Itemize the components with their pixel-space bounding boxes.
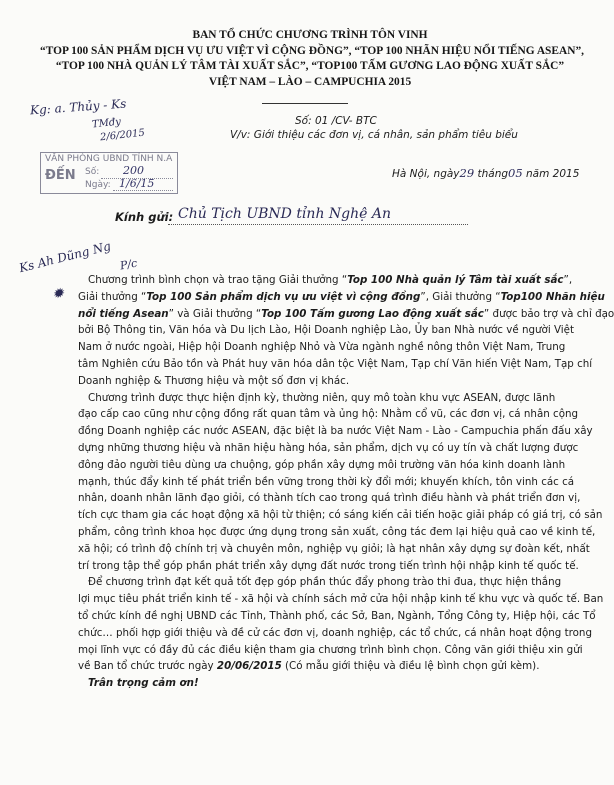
body-line: Chương trình bình chọn và trao tặng Giải thưởng “Top 100 Nhà quản lý Tâm tài xuất sắc”, (88, 274, 573, 286)
stamp-number-label: Số: (85, 167, 100, 177)
body-line: dựng những thương hiệu và nhãn hiệu hàng hóa, sản phẩm, dịch vụ có uy tín và chất lượng được (78, 441, 579, 454)
stamp-date-line (113, 190, 173, 191)
body-line: tích cực tham gia các hoạt động xã hội từ thiện; có sáng kiến cải tiến hoặc giải pháp có giá trị, có sản (78, 509, 603, 522)
body-line: bởi Bộ Thông tin, Văn hóa và Du lịch Lào, Hội Doanh nghiệp Lào, Ủy ban Nhà nước về người Việt (78, 324, 575, 337)
header-divider (262, 103, 348, 104)
body-line: đạo cấp cao cũng như cộng đồng rất quan tâm và ủng hộ: Nhằm cổ vũ, các đơn vị, cá nhân cộng (78, 408, 579, 421)
body-line: tâm Nghiên cứu Bảo tồn và Phát huy văn hóa dân tộc Việt Nam, Tạp chí Văn hiến Việt Nam, Tạp chí (78, 357, 593, 370)
body-line: mọi lĩnh vực có đầy đủ các điều kiện tham gia chương trình bình chọn. Công văn giới thiệu xin gửi (78, 643, 583, 656)
handwritten-note-forward: Ks Ah Dũng Ng (17, 238, 113, 276)
body-line: phẩm, công trình khoa học được ứng dụng trong sản xuất, công tác đem lại hiệu quả cao về kinh tế, (78, 525, 596, 538)
header-awards-2: “TOP 100 NHÀ QUẢN LÝ TÂM TÀI XUẤT SẮC”, “TOP100 TẤM GƯƠNG LAO ĐỘNG XUẤT SẮC” (55, 60, 565, 72)
kinh-gui-recipient: Chủ Tịch UBND tỉnh Nghệ An (178, 206, 392, 222)
body-line: nhân, doanh nhân lãnh đạo giỏi, có thành tích cao trong quá trình điều hành và phát triển đơn vị, (78, 492, 581, 505)
body-line: Nam ở nước ngoài, Hiệp hội Doanh nghiệp Nhỏ và Vừa ngành nghề nông thôn Việt Nam, Trung (78, 341, 566, 354)
stamp-office: VĂN PHÒNG UBND TỈNH N.A (45, 154, 173, 164)
handwritten-note-date: 2/6/2015 (99, 127, 146, 144)
stamp-date-label: Ngày: (85, 180, 111, 190)
handwritten-scribble: ✹ (52, 286, 64, 302)
body-line: Doanh nghiệp & Thương hiệu và một số đơn vị khác. (78, 374, 350, 387)
stamp-den: ĐẾN (45, 168, 76, 183)
body-line: về Ban tổ chức trước ngày 20/06/2015 (Có mẫu giới thiệu và điều lệ bình chọn gửi kèm). (78, 660, 540, 673)
body-line: xã hội; có trình độ chính trị và chuyên môn, nghiệp vụ giỏi; là hạt nhân xây dựng sự đoàn kết, nhất (78, 542, 590, 555)
body-line: Để chương trình đạt kết quả tốt đẹp góp phần thúc đẩy phong trào thi đua, thực hiện thắng (88, 576, 562, 589)
handwritten-note-tm: TMđy (91, 116, 122, 131)
handwritten-note-assign: Kg: a. Thủy - Ks (29, 96, 127, 118)
date-year: năm 2015 (526, 168, 580, 180)
received-stamp (40, 152, 178, 194)
date-day: 29 (459, 166, 475, 180)
body-line: đông đảo người tiêu dùng ưa chuộng, góp phần xây dựng môi trường văn hóa kinh doanh lành (78, 458, 566, 471)
stamp-date-value: 1/6/15 (119, 177, 155, 190)
date-month: 05 (508, 166, 523, 180)
body-line: Chương trình được thực hiện định kỳ, thường niên, quy mô toàn khu vực ASEAN, được lãnh (88, 391, 556, 404)
date-month-label: tháng (477, 168, 509, 180)
body-line: đồng Doanh nghiệp các nước ASEAN, đặc biệt là ba nước Việt Nam - Lào - Campuchia phấn đấu xây (78, 425, 593, 438)
body-line: mạnh, thúc đẩy kinh tế phát triển bền vững trong thời kỳ đổi mới; khuyến khích, tôn vinh các cá (78, 475, 575, 488)
stamp-number-line (101, 178, 173, 179)
header-awards-1: “TOP 100 SẢN PHẨM DỊCH VỤ ƯU VIỆT VÌ CỘNG ĐỒNG”, “TOP 100 NHÃN HIỆU NỔI TIẾNG ASEAN”, (40, 44, 584, 57)
handwritten-note-pc: P/c (119, 256, 139, 273)
document-date (392, 166, 579, 180)
document-subject: V/v: Giới thiệu các đơn vị, cá nhân, sản phẩm tiêu biểu (230, 129, 518, 141)
letter-body (78, 272, 614, 692)
body-line: Giải thưởng “Top 100 Sản phẩm dịch vụ ưu việt vì cộng đồng”, Giải thưởng “Top100 Nhãn hiệu (78, 290, 605, 303)
body-line: lợi mục tiêu phát triển kinh tế - xã hội và chính sách mở cửa hội nhập kinh tế khu vực và quốc tế. Ban (78, 593, 604, 606)
closing-thanks: Trân trọng cảm ơn! (88, 677, 199, 690)
body-line: chức… phối hợp giới thiệu và đề cử các đơn vị, doanh nghiệp, các tổ chức, cá nhân hoạt động trong (78, 626, 592, 639)
letter-header (40, 28, 584, 90)
kinh-gui-label: Kính gửi: (115, 210, 174, 224)
body-line: tổ chức kính đề nghị UBND các Tỉnh, Thành phố, các Sở, Ban, Ngành, Tổng Công ty, Hiệp hội, các Tổ (78, 609, 596, 622)
header-region: VIỆT NAM – LÀO – CAMPUCHIA 2015 (208, 75, 412, 88)
body-line: nổi tiếng Asean” và Giải thưởng “Top 100 Tấm gương Lao động xuất sắc” được bảo trợ và chỉ đạo (78, 307, 614, 320)
body-line: trí trong tập thể góp phần phát triển xây dựng đất nước trong tiến trình hội nhập kinh tế quốc tế. (78, 559, 579, 572)
recipient-dotted-line (168, 224, 468, 225)
header-organizer: BAN TỔ CHỨC CHƯƠNG TRÌNH TÔN VINH (192, 29, 428, 41)
document-number: Số: 01 /CV- BTC (295, 115, 377, 127)
date-prefix: Hà Nội, ngày (392, 168, 460, 180)
stamp-number-value: 200 (123, 164, 144, 177)
